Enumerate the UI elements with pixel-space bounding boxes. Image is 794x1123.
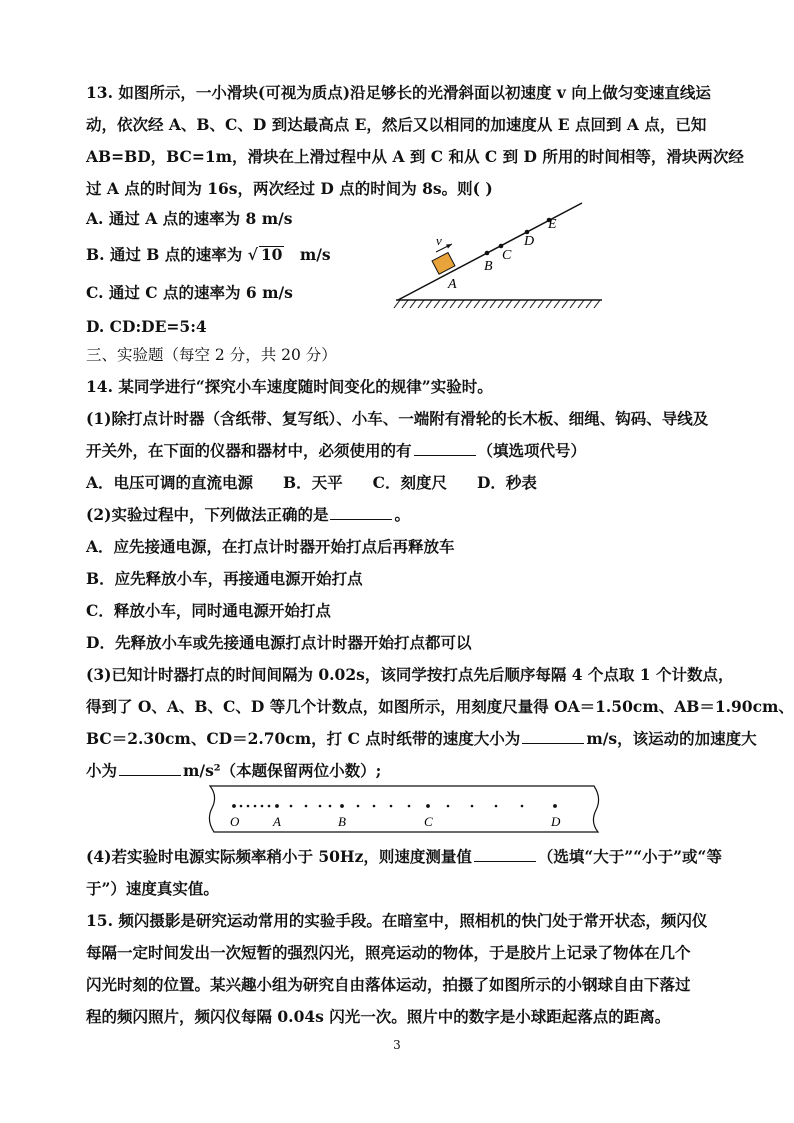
answer-blank[interactable] <box>414 440 476 456</box>
sqrt-radicand: 10 <box>260 245 283 264</box>
q14-part3-line-3 <box>86 728 757 750</box>
point-b-dot <box>485 251 490 256</box>
tape-label-d: D <box>551 814 561 829</box>
answer-blank[interactable] <box>474 846 536 862</box>
answer-blank[interactable] <box>119 760 181 776</box>
q14-part2-option-c: C．释放小车，同时通电源开始打点 <box>86 601 331 620</box>
paper-tape-figure <box>198 780 610 836</box>
page-number: 3 <box>393 1038 401 1052</box>
q13-option-d: D. CD:DE=5:4 <box>86 317 207 336</box>
q14-part1-option-a: A．电压可调的直流电源 <box>86 473 254 492</box>
point-c-label: C <box>502 248 512 263</box>
incline-figure <box>390 200 620 320</box>
q13-option-a: A. 通过 A 点的速率为 8 m/s <box>86 209 293 228</box>
q13-line-2: 动，依次经 A、B、C、D 到达最高点 E，然后又以相同的加速度从 E 点回到 A 点，已知 <box>86 115 707 134</box>
sqrt-symbol: √ <box>247 245 258 264</box>
tape-label-c: C <box>424 814 433 829</box>
q14-part2-line <box>86 504 410 526</box>
q14-part4-text-b: （选填“大于”“小于”或“等 <box>537 847 722 866</box>
tape-label-a: A <box>273 814 281 829</box>
point-d-label: D <box>524 234 535 249</box>
q13-option-b-text: B. 通过 B 点的速率为 <box>86 245 243 264</box>
answer-blank[interactable] <box>330 504 392 520</box>
q14-part1-hint: （填选项代号） <box>477 441 587 460</box>
q13-line-4: 过 A 点的时间为 16s，两次经过 D 点的时间为 8s。则( ) <box>86 179 493 198</box>
answer-blank[interactable] <box>522 728 584 744</box>
q14-part4-line-2: 于”）速度真实值。 <box>86 879 219 898</box>
q14-part2-text: (2)实验过程中，下列做法正确的是 <box>86 505 329 524</box>
q15-line-3: 闪光时刻的位置。某兴趣小组为研究自由落体运动，拍摄了如图所示的小钢球自由下落过 <box>86 975 691 994</box>
velocity-arrowhead <box>446 244 452 249</box>
point-b-label: B <box>484 259 493 274</box>
q14-part3-line-1: (3)已知计时器打点的时间间隔为 0.02s，该同学按打点先后顺序每隔 4 个点取 1 个计数点， <box>86 665 734 684</box>
q14-part4-text-a: (4)若实验时电源实际频率稍小于 50Hz，则速度测量值 <box>86 847 472 866</box>
q13-option-b-unit: m/s <box>299 245 331 264</box>
q14-part1-option-b: B．天平 <box>283 473 343 492</box>
q14-part2-option-a: A．应先接通电源，在打点计时器开始打点后再释放车 <box>86 537 455 556</box>
q13-option-b <box>86 244 331 266</box>
point-a-label: A <box>448 277 457 292</box>
q14-part1-option-d: D．秒表 <box>476 473 537 492</box>
q14-part4-line-1 <box>86 846 722 868</box>
paper-tape <box>209 786 598 832</box>
section-heading: 三、实验题（每空 2 分，共 20 分） <box>86 346 337 364</box>
velocity-label: v <box>436 233 442 248</box>
q14-part2-option-d: D．先释放小车或先接通电源打点计时器开始打点都可以 <box>86 633 472 652</box>
q14-part1-options <box>86 472 537 494</box>
q15-line-4: 程的频闪照片，频闪仪每隔 0.04s 闪光一次。照片中的数字是小球距起落点的距离。 <box>86 1007 671 1026</box>
q13-option-c: C. 通过 C 点的速率为 6 m/s <box>86 283 293 302</box>
q13-line-1: 13. 如图所示，一小滑块(可视为质点)沿足够长的光滑斜面以初速度 v 向上做匀变速直线运 <box>86 83 711 102</box>
q14-part1-option-c: C．刻度尺 <box>372 473 447 492</box>
q14-part3-line-4 <box>86 760 381 782</box>
q14-part3-text-d: m/s²（本题保留两位小数）; <box>183 761 382 780</box>
q13-line-3: AB=BD，BC=1m，滑块在上滑过程中从 A 到 C 和从 C 到 D 所用的时间相等，滑块两次经 <box>86 147 744 166</box>
q14-part3-text-a: BC＝2.30cm、CD＝2.70cm，打 C 点时纸带的速度大小为 <box>86 729 521 748</box>
q14-part1-line-2 <box>86 440 586 462</box>
tape-label-b: B <box>338 814 346 829</box>
ground-hatching <box>394 300 600 308</box>
tape-label-o: O <box>230 814 240 829</box>
q14-line-1: 14. 某同学进行“探究小车速度随时间变化的规律”实验时。 <box>86 377 493 396</box>
q14-part3-line-2: 得到了 O、A、B、C、D 等几个计数点，如图所示，用刻度尺量得 OA＝1.50cm、AB＝1.90cm、 <box>86 697 794 716</box>
q14-part2-option-b: B．应先释放小车，再接通电源开始打点 <box>86 569 363 588</box>
q15-line-1: 15. 频闪摄影是研究运动常用的实验手段。在暗室中，照相机的快门处于常开状态，频闪仪 <box>86 911 708 930</box>
q14-part2-end: 。 <box>394 505 410 524</box>
q14-part1-text: 开关外，在下面的仪器和器材中，必须使用的有 <box>86 441 412 460</box>
q14-part3-text-c: 小为 <box>86 761 118 780</box>
q14-part1-line-1: (1)除打点计时器（含纸带、复写纸）、小车、一端附有滑轮的长木板、细绳、钩码、导线及 <box>86 409 709 428</box>
point-e-label: E <box>548 217 557 232</box>
q14-part3-text-b: m/s，该运动的加速度大 <box>586 729 757 748</box>
q15-line-2: 每隔一定时间发出一次短暂的强烈闪光，照亮运动的物体，于是胶片上记录了物体在几个 <box>86 943 691 962</box>
